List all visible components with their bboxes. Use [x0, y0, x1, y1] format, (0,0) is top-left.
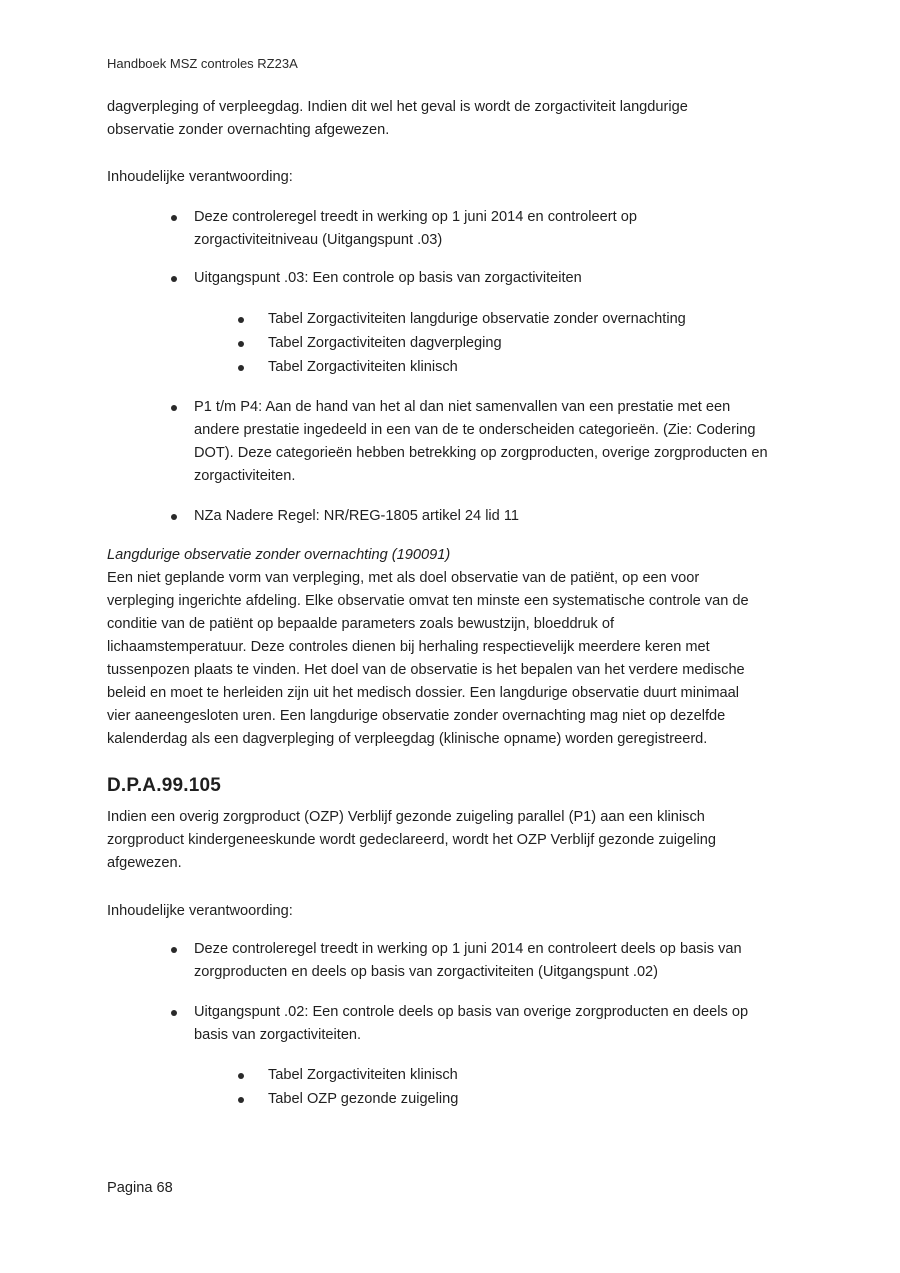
list-item [0, 267, 900, 290]
list-item [0, 396, 900, 488]
bullet-icon [171, 215, 177, 221]
bullet-icon [238, 1097, 244, 1103]
text-line: P1 t/m P4: Aan de hand van het al dan niet samenvallen van een prestatie met een [194, 399, 731, 415]
text-line: Uitgangspunt .03: Een controle op basis van zorgactiviteiten [194, 270, 582, 286]
definition-title: Langdurige observatie zonder overnachting (190091) [107, 547, 451, 563]
bullet-icon [171, 276, 177, 282]
list-item [0, 938, 900, 984]
list-item [0, 505, 900, 528]
section-heading: D.P.A.99.105 [107, 775, 222, 796]
justification-label: Inhoudelijke verantwoording: [107, 169, 293, 185]
text-line: lichaamstemperatuur. Deze controles dienen bij herhaling respectievelijk meerdere keren met [107, 639, 710, 655]
text-line: dagverpleging of verpleegdag. Indien dit wel het geval is wordt de zorgactiviteit langdurige [107, 99, 688, 115]
bullet-icon [238, 1073, 244, 1079]
text-line: NZa Nadere Regel: NR/REG-1805 artikel 24 lid 11 [194, 508, 519, 524]
running-header: Handboek MSZ controles RZ23A [107, 56, 298, 71]
bullet-icon [238, 317, 244, 323]
text-line: verpleging ingerichte afdeling. Elke observatie omvat ten minste een systematische controle van de [107, 593, 749, 609]
text-line: observatie zonder overnachting afgewezen. [107, 122, 390, 138]
bullet-icon [171, 514, 177, 520]
text-line: Uitgangspunt .02: Een controle deels op basis van overige zorgproducten en deels op [194, 1004, 749, 1020]
bullet-icon [171, 947, 177, 953]
list-item [0, 1001, 900, 1047]
text-line: Tabel Zorgactiviteiten langdurige observatie zonder overnachting [268, 311, 686, 327]
text-line: zorgproducten en deels op basis van zorgactiviteiten (Uitgangspunt .02) [194, 964, 659, 980]
text-line: tussenpozen plaats te vinden. Het doel van de observatie is het bepalen van het verdere medische [107, 662, 745, 678]
text-line: Tabel Zorgactiviteiten dagverpleging [268, 335, 502, 351]
sub-list-item [0, 356, 900, 379]
text-line: beleid en moet te herleiden zijn uit het medisch dossier. Een langdurige observatie duurt minimaal [107, 685, 739, 701]
text-line: zorgactiviteitniveau (Uitgangspunt .03) [194, 232, 443, 248]
section-intro-paragraph [107, 806, 797, 875]
text-line: Een niet geplande vorm van verpleging, met als doel observatie van de patiënt, op een voor [107, 570, 700, 586]
text-line: afgewezen. [107, 855, 182, 871]
text-line: andere prestatie ingedeeld in een van de te onderscheiden categorieën. (Zie: Codering [194, 422, 756, 438]
sub-list-item [0, 1064, 900, 1087]
text-line: vier aaneengesloten uren. Een langdurige observatie zonder overnachting mag niet op dezelfde [107, 708, 726, 724]
text-line: zorgproduct kindergeneeskunde wordt gedeclareerd, wordt het OZP Verblijf gezonde zuigeling [107, 832, 716, 848]
sub-list-item [0, 1088, 900, 1111]
bullet-icon [171, 1010, 177, 1016]
text-line: kalenderdag als een dagverpleging of verpleegdag (klinische opname) worden geregistreerd. [107, 731, 708, 747]
bullet-icon [238, 365, 244, 371]
bullet-icon [238, 341, 244, 347]
definition-paragraph [107, 567, 797, 751]
text-line: Tabel OZP gezonde zuigeling [268, 1091, 459, 1107]
list-item [0, 206, 900, 252]
text-line: DOT). Deze categorieën hebben betrekking op zorgproducten, overige zorgproducten en [194, 445, 768, 461]
paragraph-continued [107, 96, 797, 142]
page-number: Pagina 68 [107, 1180, 173, 1196]
text-line: conditie van de patiënt op bepaalde parameters zoals bewustzijn, bloeddruk of [107, 616, 615, 632]
text-line: Deze controleregel treedt in werking op 1 juni 2014 en controleert op [194, 209, 637, 225]
text-line: Tabel Zorgactiviteiten klinisch [268, 1067, 458, 1083]
text-line: Indien een overig zorgproduct (OZP) Verblijf gezonde zuigeling parallel (P1) aan een klinisch [107, 809, 705, 825]
text-line: basis van zorgactiviteiten. [194, 1027, 362, 1043]
sub-list-item [0, 332, 900, 355]
text-line: zorgactiviteiten. [194, 468, 296, 484]
text-line: Tabel Zorgactiviteiten klinisch [268, 359, 458, 375]
justification-label: Inhoudelijke verantwoording: [107, 903, 293, 919]
sub-list-item [0, 308, 900, 331]
bullet-icon [171, 405, 177, 411]
text-line: Deze controleregel treedt in werking op 1 juni 2014 en controleert deels op basis van [194, 941, 742, 957]
